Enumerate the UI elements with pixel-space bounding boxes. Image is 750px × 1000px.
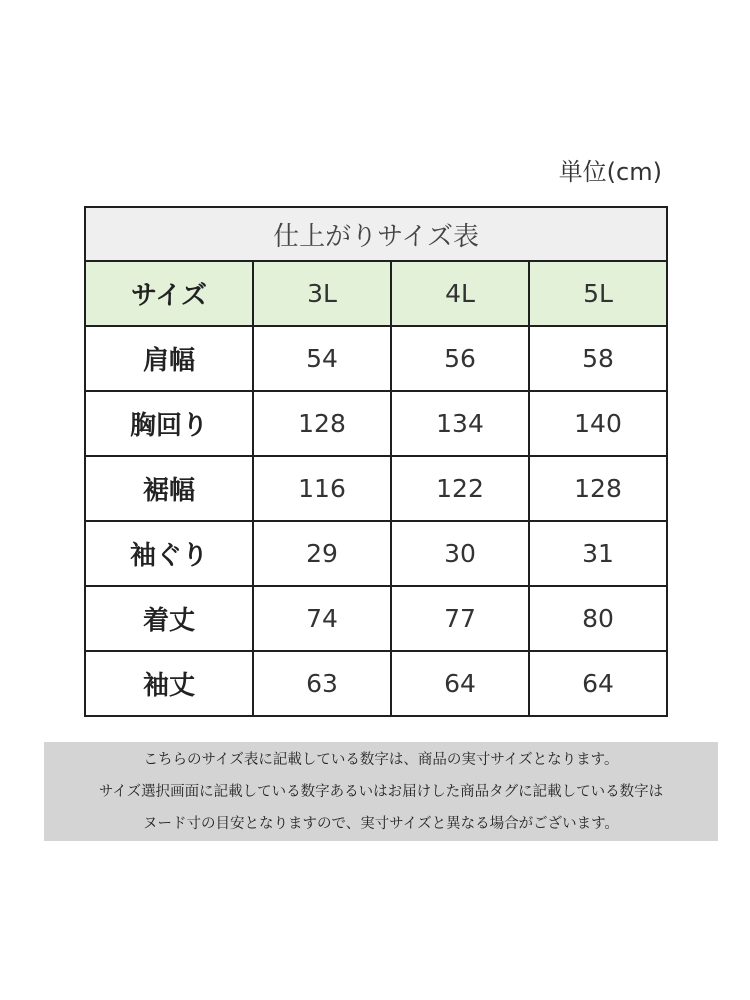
table-row (85, 391, 667, 456)
size-table (84, 206, 668, 717)
header-size-5l: 5L (529, 261, 667, 326)
cell-value: 134 (391, 391, 529, 456)
cell-value: 58 (529, 326, 667, 391)
row-label: 袖丈 (85, 651, 253, 716)
cell-value: 116 (253, 456, 391, 521)
cell-value: 31 (529, 521, 667, 586)
cell-value: 54 (253, 326, 391, 391)
header-size-3l: 3L (253, 261, 391, 326)
cell-value: 30 (391, 521, 529, 586)
cell-value: 77 (391, 586, 529, 651)
cell-value: 64 (391, 651, 529, 716)
row-label: 着丈 (85, 586, 253, 651)
row-label: 裾幅 (85, 456, 253, 521)
header-label-size: サイズ (85, 261, 253, 326)
note-line: ヌード寸の目安となりますので、実寸サイズと異なる場合がございます。 (143, 816, 619, 832)
cell-value: 122 (391, 456, 529, 521)
header-size-4l: 4L (391, 261, 529, 326)
table-row (85, 651, 667, 716)
cell-value: 128 (529, 456, 667, 521)
table-row (85, 586, 667, 651)
row-label: 袖ぐり (85, 521, 253, 586)
row-label: 肩幅 (85, 326, 253, 391)
table-row (85, 456, 667, 521)
cell-value: 74 (253, 586, 391, 651)
header-row (85, 261, 667, 326)
cell-value: 63 (253, 651, 391, 716)
note-line: サイズ選択画面に記載している数字あるいはお届けした商品タグに記載している数字は (98, 784, 664, 800)
cell-value: 80 (529, 586, 667, 651)
table-title: 仕上がりサイズ表 (85, 207, 667, 261)
cell-value: 140 (529, 391, 667, 456)
cell-value: 64 (529, 651, 667, 716)
note-line: こちらのサイズ表に記載している数字は、商品の実寸サイズとなります。 (143, 752, 619, 768)
cell-value: 29 (253, 521, 391, 586)
row-label: 胸回り (85, 391, 253, 456)
table-row (85, 521, 667, 586)
cell-value: 128 (253, 391, 391, 456)
size-note-box (44, 742, 718, 841)
unit-label: 単位(cm) (558, 158, 662, 186)
table-row (85, 326, 667, 391)
cell-value: 56 (391, 326, 529, 391)
